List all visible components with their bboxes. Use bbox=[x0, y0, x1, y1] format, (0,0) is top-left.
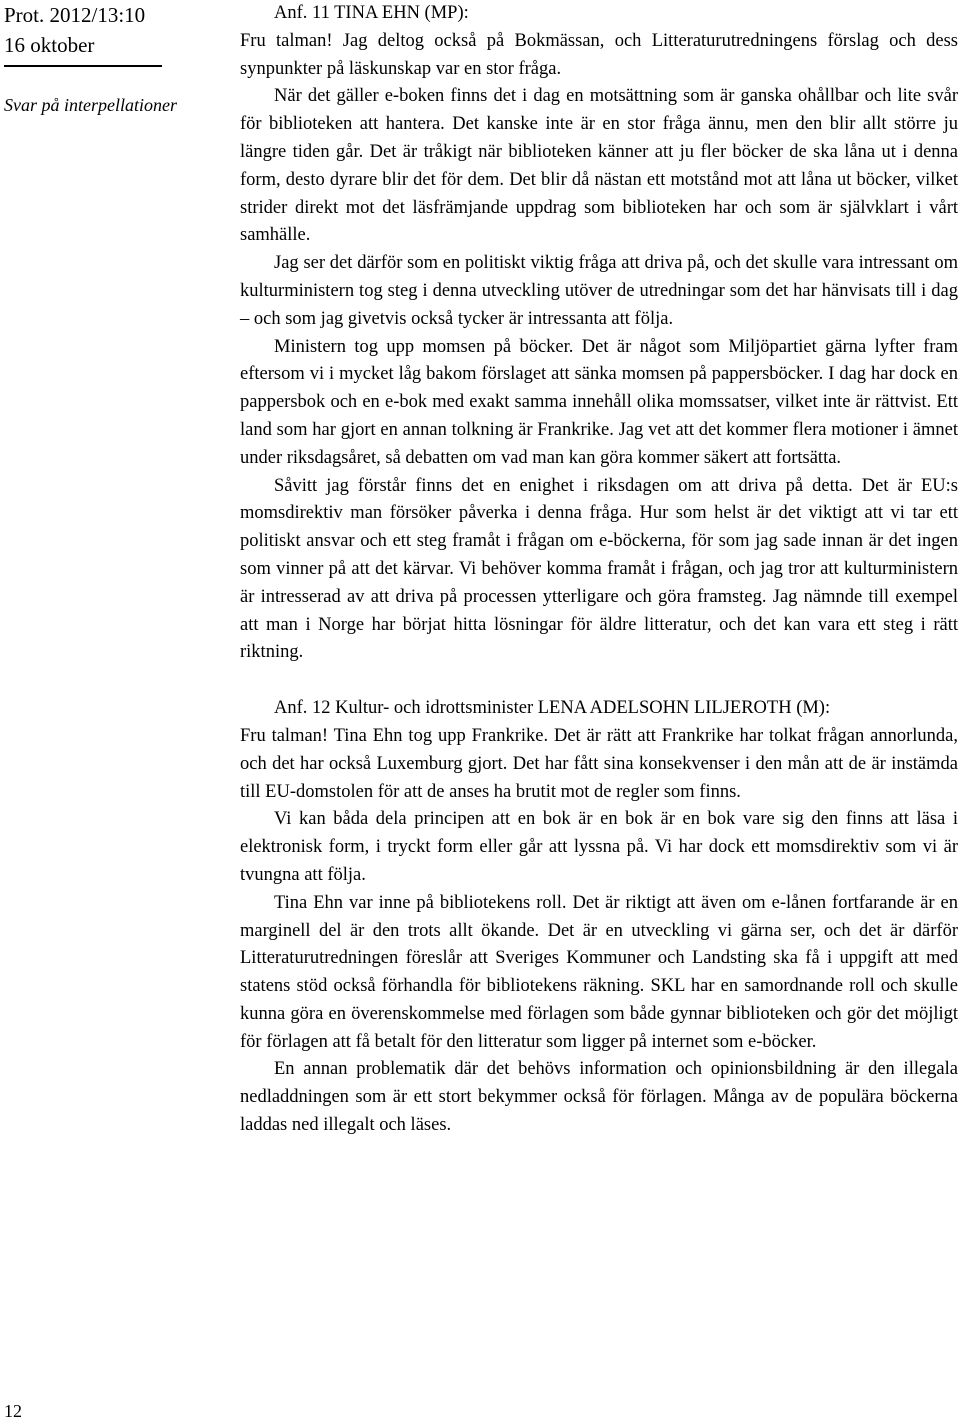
speech-separator bbox=[240, 667, 958, 695]
paragraph: Såvitt jag förstår finns det en enighet i riksdagen om att driva på detta. Det är EU:s momsdirektiv man försöker påverka i denna fråga. Hur som helst är det viktigt att vi tar ett politiskt ansvar och ett steg framåt i frågan om e-böckerna, för som jag sade innan är det ingen som vinner på att det kärvar. Vi behöver komma framåt i frågan, och jag tror att kulturministern är intresserad av att driva på processen ytterligare och göra framsteg. Jag nämnde till exempel att man i Norge har börjat hitta lösningar för äldre litteratur, och det kan vara ett steg i rätt riktning. bbox=[240, 475, 958, 663]
paragraph: Fru talman! Tina Ehn tog upp Frankrike. Det är rätt att Frankrike har tolkat frågan annorlunda, och det har också Luxemburg gjort. Det har fått sina konsekvenser i den mån att de är instämda till EU-domstolen för att de anses ha brutit mot de regler som finns. bbox=[240, 725, 958, 802]
protocol-text bbox=[240, 0, 958, 1140]
speech-11 bbox=[240, 0, 958, 667]
paragraph: När det gäller e-boken finns det i dag en motsättning som är ganska ohållbar och lite svår för biblioteken att hantera. Det kanske inte är en stor fråga ännu, men den blir allt större ju längre tiden går. Det är tråkigt när biblioteken känner att ju fler böcker de ska låna ut i denna form, desto dyrare blir det för dem. Det blir då nästan ett motstånd mot att låna ut böcker, vilket strider direkt mot det läsfrämjande uppdrag som biblioteken har och som är självklart i vårt samhälle. bbox=[240, 86, 958, 246]
speech-12 bbox=[240, 695, 958, 1140]
paragraph: Ministern tog upp momsen på böcker. Det är något som Miljöpartiet gärna lyfter fram eftersom vi i mycket låg bakom förslaget att sänka momsen på pappersböcker. I dag har dock en pappersbok och en e-bok med exakt samma innehåll olika momssatser, vilket inte är rättvist. Ett land som har gjort en annan tolkning är Frankrike. Jag vet att det kommer flera motioner i ämnet under riksdagsåret, så debatten om vad man kan göra kommer säkert att fortsätta. bbox=[240, 336, 958, 468]
header-rule bbox=[4, 65, 162, 67]
speaker-heading: Anf. 11 TINA EHN (MP): bbox=[274, 3, 469, 23]
speaker-heading: Anf. 12 Kultur- och idrottsminister LENA ADELSOHN LILJEROTH (M): bbox=[274, 698, 831, 719]
session-date: 16 oktober bbox=[4, 33, 95, 57]
margin-column bbox=[0, 0, 225, 1428]
section-label: Svar på interpellationer bbox=[4, 95, 177, 115]
page-number: 12 bbox=[4, 1401, 22, 1421]
paragraph: Fru talman! Jag deltog också på Bokmässan, och Litteraturutredningens förslag och dess synpunkter på läskunskap var en stor fråga. bbox=[240, 30, 958, 79]
protocol-number: Prot. 2012/13:10 bbox=[4, 3, 146, 27]
paragraph: Jag ser det därför som en politiskt viktig fråga att driva på, och det skulle vara intressant om kulturministern tog steg i denna utveckling utöver de utredningar som det har hänvisats till i dag – och som jag givetvis också tycker är intressanta att följa. bbox=[240, 253, 958, 329]
paragraph: Tina Ehn var inne på bibliotekens roll. Det är riktigt att även om e-lånen fortfarande är en marginell del är den trots allt ökande. Det är en utveckling vi gärna ser, och det är därför Litteraturutredningen föreslår att Sveriges Kommuner och Landsting ska få i uppgift att med statens stöd också förhandla för bibliotekens räkning. SKL har en samordnande roll och skulle kunna göra en överenskommelse med förlagen som både gynnar biblioteken och gör det möjligt för förlagen att få betalt för den litteratur som ligger på internet som e-böcker. bbox=[240, 892, 958, 1052]
paragraph: Vi kan båda dela principen att en bok är en bok är en bok vare sig den finns att läsa i elektronisk form, i tryckt form eller går att lyssna på. Vi har dock ett momsdirektiv som vi är tvungna att följa. bbox=[240, 809, 958, 885]
paragraph: En annan problematik där det behövs information och opinionsbildning är den illegala nedladdningen som är ett stort bekymmer också för förlagen. Många av de populära böckerna laddas ned illegalt och läses. bbox=[240, 1059, 958, 1136]
